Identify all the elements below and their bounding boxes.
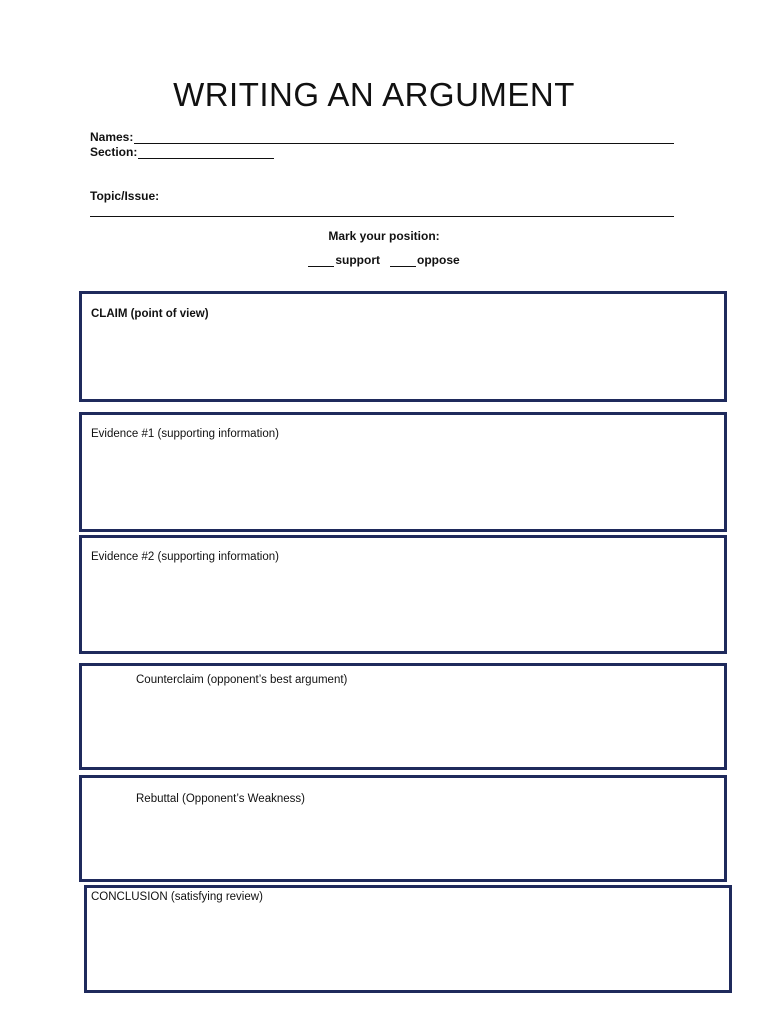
section-blank[interactable] xyxy=(138,148,274,159)
counterclaim-box[interactable] xyxy=(79,663,727,770)
rebuttal-label: Rebuttal (Opponent’s Weakness) xyxy=(136,793,305,805)
topic-blank[interactable] xyxy=(90,206,674,217)
evidence2-box[interactable] xyxy=(79,535,727,654)
topic-label-row xyxy=(90,189,159,203)
evidence2-label: Evidence #2 (supporting information) xyxy=(91,551,279,563)
claim-label: CLAIM (point of view) xyxy=(91,308,209,320)
rebuttal-box[interactable] xyxy=(79,775,727,882)
oppose-label: oppose xyxy=(417,253,460,267)
oppose-option[interactable] xyxy=(390,253,460,267)
conclusion-label: CONCLUSION (satisfying review) xyxy=(91,891,263,903)
oppose-blank[interactable] xyxy=(390,256,416,267)
names-label: Names: xyxy=(90,130,134,144)
topic-field[interactable] xyxy=(90,206,674,217)
support-label: support xyxy=(335,253,380,267)
position-options xyxy=(0,253,768,267)
support-option[interactable] xyxy=(308,253,380,267)
page-title: WRITING AN ARGUMENT xyxy=(173,76,575,113)
counterclaim-label: Counterclaim (opponent’s best argument) xyxy=(136,674,348,686)
position-prompt: Mark your position: xyxy=(328,229,440,243)
section-label: Section: xyxy=(90,145,138,159)
conclusion-box[interactable] xyxy=(84,885,732,993)
support-blank[interactable] xyxy=(308,256,334,267)
names-blank[interactable] xyxy=(134,133,674,144)
topic-label: Topic/Issue: xyxy=(90,189,160,203)
evidence1-label: Evidence #1 (supporting information) xyxy=(91,428,279,440)
evidence1-box[interactable] xyxy=(79,412,727,532)
section-field[interactable] xyxy=(90,145,274,159)
claim-box[interactable] xyxy=(79,291,727,402)
names-field[interactable] xyxy=(90,130,674,144)
